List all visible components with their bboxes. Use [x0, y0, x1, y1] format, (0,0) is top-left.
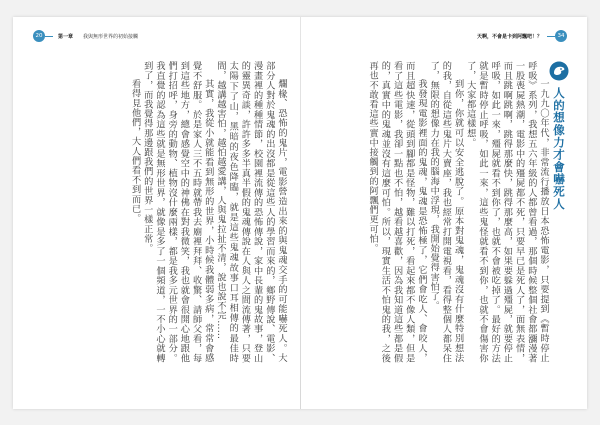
paragraph: 到你，你就可以安全逃脫了。原本對鬼魂，鬼魂沒有什麼特別想法的我，自從這些鬼片大賣座，我也經常打開電視看，看得整個人都呆住了，無限的想像力在我的腦海中浮現，我開始覺得害怕了。: [428, 61, 464, 363]
running-title: 天啊，不會是卡到阿飄吧！？: [476, 33, 542, 40]
right-page-number: 34: [555, 30, 567, 42]
chapter-title: 我與無形世界的初始接觸: [83, 33, 139, 40]
paragraph: 一九九〇年代，非常流行播放日本恐怖電影，只要提到《暫時停止呼吸》系列，我想五六年級的人都曾看過，那個時候整個社會都瀰漫著一股喪屍熱潮，電影中的殭屍都不死，只要早已是死人了，面無表情，而且跳啊跳啊，跳得那麼快，跳得那麼高，如果要躲過殭屍，就要停止呼吸，如此一來，殭屍就看不到你了，也就不會被吃掉了。最好的方法就是暫時停止呼吸，如此一來，這些鬼怪就看不到你，也就不會傷害你了，大家都這樣想。: [464, 61, 549, 363]
paragraph: 我發現電影裡面的鬼魂，鬼魂是恐怖極了，它們會吃人、會咬人，而且超快速，從頭到腳都是怪物，難以打死，看起來都不像人類，但是看了這些電影，我卻一點也不怕，越看越喜歡，因為我知道這些都是假的，真實中的鬼魂並沒有這麼可怕。所以，現實生活不怕鬼的我，之後再也不敢看這些實中接觸到的阿飄們更可怕。: [367, 61, 427, 363]
right-page-body: [303, 61, 549, 363]
left-page-header: [33, 30, 143, 42]
page-gutter: [300, 17, 301, 409]
chapter-label: 第一章: [58, 33, 74, 40]
left-page-number: 20: [33, 30, 45, 42]
paragraph: 看得見他們，大人們看不到而已。: [129, 79, 141, 224]
section-title: 人的想像力才會嚇死人: [552, 87, 566, 210]
header-rule: [45, 36, 53, 37]
header-rule: [547, 36, 555, 37]
paragraph: 爛椽、恐怖的鬼片，電影營造出來的與鬼魂交手的可能嚇死人。大部分人對於鬼魂的出沒都是從這些人的學習而來的，鄉野傳說、電影、漫畫裡的種種情節，校園裡流傳的恐怖傳說，家中長輩的鬼故事，登山的靈異奇談，許許多多半真半假的鬼魂傳說在人與人之間流傳著，只要太陽下了山，黑暗的夜色降臨，就是這些鬼魂故事口耳相傳的最佳時間，越講越害怕，越怕越愛講，人與鬼拉扯不清，說也說不完……: [214, 61, 287, 363]
right-page-header: [472, 30, 567, 42]
book-spread: [13, 17, 587, 409]
paragraph: 其實，我從小就能看到無形的世界，小時候我體弱多病，常常會感覺不舒服。於是家人三不五時就帶我去廟裡拜拜、收驚、請師父看，每到這些地方，總會感覺空中的神佛在對我微笑，我也就會很開心地跟他們打招呼，身旁的動物、植物沒什麼兩樣，都是我多元世界的一部分。我直覺的認為這些就是無形世界，就像是多了一個頻道，一不小心就轉到了，而我覺得那邊跟我們的世界一樣正常。: [141, 61, 214, 363]
left-page-body: [37, 61, 287, 363]
